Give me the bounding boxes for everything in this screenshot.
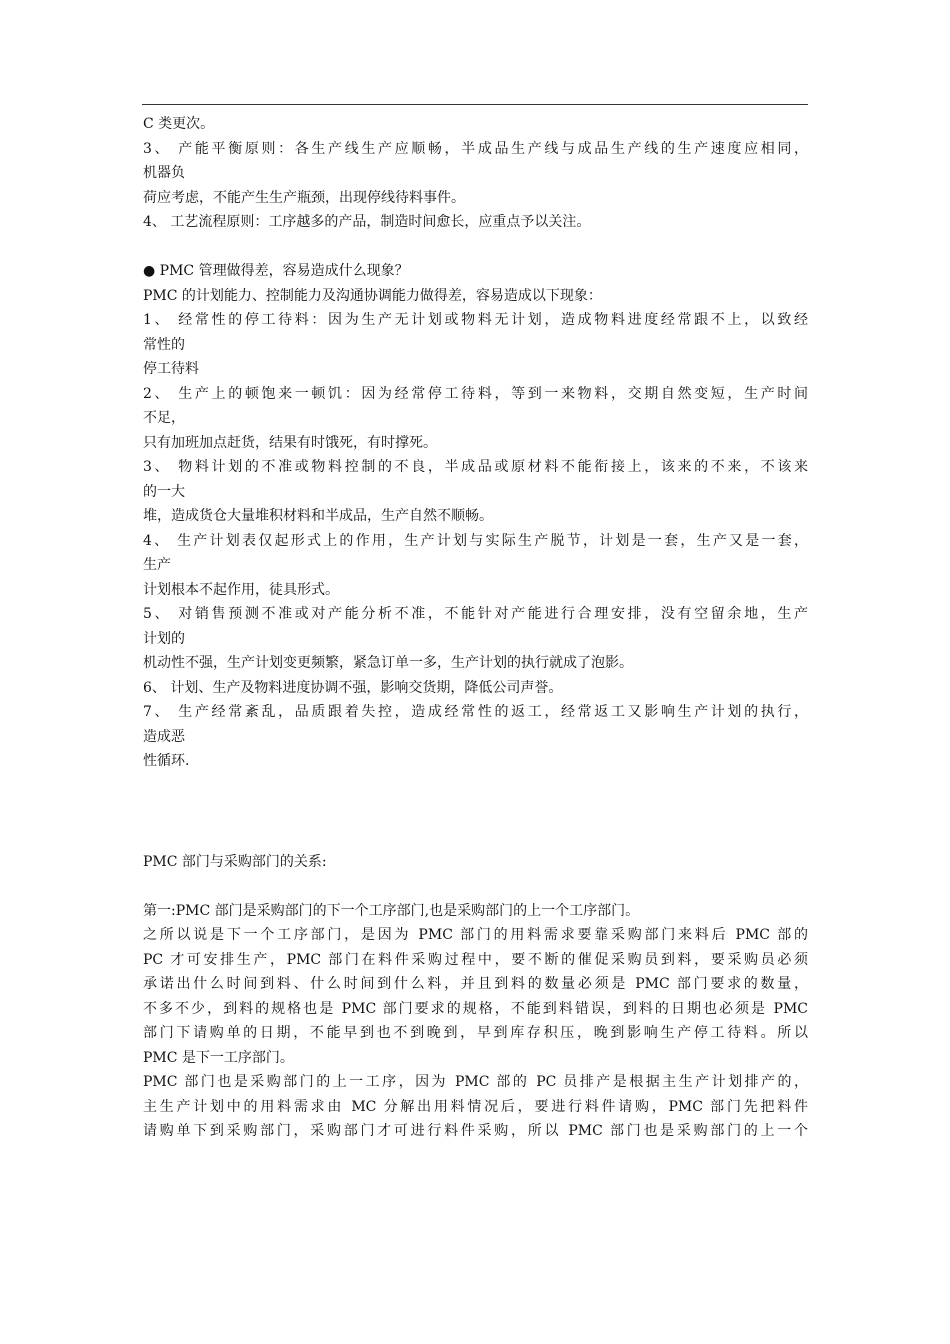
text-line: 性循环. [143, 753, 190, 769]
text-line: PMC 部门也是采购部门的上一工序，因为 PMC 部的 PC 员排产是根据主生产计划排产的， [143, 1074, 808, 1090]
text-line: 堆，造成货仓大量堆积材料和半成品，生产自然不顺畅。 [143, 508, 493, 524]
text-line: 不足， [143, 410, 185, 426]
text-line: 造成恶 [143, 728, 185, 745]
text-line: 只有加班加点赶货，结果有时饿死，有时撑死。 [143, 434, 437, 451]
text-line: 5、 对销售预测不准或对产能分析不准，不能针对产能进行合理安排，没有空留余地，生产 [143, 606, 808, 622]
paragraph-block-pmc-problems [143, 259, 808, 774]
text-line: 3、 物料计划的不准或物料控制的不良，半成品或原材料不能衔接上，该来的不来，不该来 [143, 459, 808, 475]
text-line: 承诺出什么时间到料、什么时间到什么料，并且到料的数量必须是 PMC 部门要求的数量， [143, 976, 808, 992]
text-line: 主生产计划中的用料需求由 MC 分解出用料情况后，要进行料件请购，PMC 部门先把料件 [143, 1098, 808, 1115]
text-line: PMC 的计划能力、控制能力及沟通协调能力做得差，容易造成以下现象： [143, 287, 602, 304]
text-line: 之所以说是下一个工序部门，是因为 PMC 部门的用料需求要靠采购部门来料后 PMC 部的 [143, 927, 808, 943]
text-line: ● PMC 管理做得差，容易造成什么现象？ [143, 263, 409, 279]
text-line: 计划的 [143, 630, 185, 647]
text-line: 3、 产能平衡原则：各生产线生产应顺畅，半成品生产线与成品生产线的生产速度应相同， [143, 140, 808, 157]
text-line: 常性的 [143, 336, 185, 353]
text-line: 1、 经常性的停工待料：因为生产无计划或物料无计划，造成物料进度经常跟不上，以致经 [143, 312, 808, 328]
text-line: 计划根本不起作用，徒具形式。 [143, 581, 339, 598]
document-body [143, 112, 808, 1144]
paragraph-block-pmc-purchasing [143, 899, 808, 1144]
text-line: 4、 工艺流程原则：工序越多的产品，制造时间愈长，应重点予以关注。 [143, 214, 591, 230]
blank-line [143, 874, 808, 899]
text-line: 4、 生产计划表仅起形式上的作用，生产计划与实际生产脱节，计划是一套，生产又是一套， [143, 532, 808, 549]
text-line: 机动性不强，生产计划变更频繁，紧急订单一多，生产计划的执行就成了泡影。 [143, 655, 633, 671]
text-line: 机器负 [143, 165, 185, 181]
text-line: 生产 [143, 557, 171, 573]
text-line: PMC 是下一工序部门。 [143, 1049, 294, 1066]
text-line: 6、 计划、生产及物料进度协调不强，影响交货期，降低公司声誉。 [143, 679, 563, 696]
text-line: PC 才可安排生产，PMC 部门在料件采购过程中，要不断的催促采购员到料，要采购员必须 [143, 951, 808, 968]
text-line: 第一:PMC 部门是采购部门的下一个工序部门,也是采购部门的上一个工序部门。 [143, 902, 640, 919]
text-line: 7、 生产经常紊乱，品质跟着失控，造成经常性的返工，经常返工又影响生产计划的执行， [143, 704, 808, 720]
blank-line [143, 235, 808, 260]
header-rule [142, 104, 808, 105]
section-title: PMC 部门与采购部门的关系: [143, 853, 327, 870]
paragraph-block-principles [143, 112, 808, 235]
text-line: 请购单下到采购部门，采购部门才可进行料件采购，所以 PMC 部门也是采购部门的上一个 [143, 1123, 808, 1139]
text-line: C 类更次。 [143, 116, 215, 132]
text-line: 停工待料 [143, 361, 199, 377]
text-line: 的一大 [143, 483, 185, 500]
text-line: 不多不少，到料的规格也是 PMC 部门要求的规格，不能到料错误，到料的日期也必须是 PMC [143, 1000, 808, 1017]
text-line: 2、 生产上的顿饱来一顿饥：因为经常停工待料，等到一来物料，交期自然变短，生产时间 [143, 385, 808, 402]
text-line: 部门下请购单的日期，不能早到也不到晚到，早到库存积压，晚到影响生产停工待料。所以 [143, 1025, 808, 1041]
text-line: 荷应考虑，不能产生生产瓶颈，出现停线待料事件。 [143, 189, 465, 206]
